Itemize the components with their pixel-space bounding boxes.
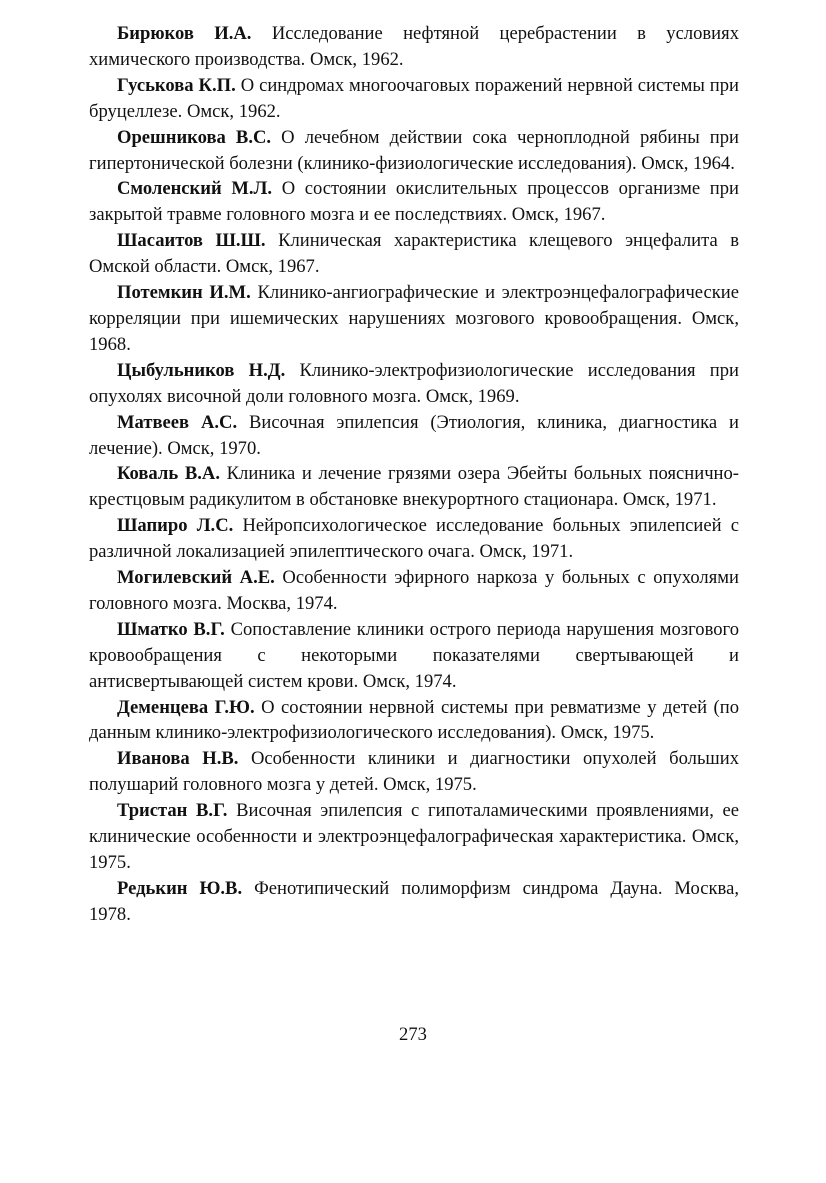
entry-author: Гуськова К.П. — [117, 74, 236, 96]
bibliography-entry — [89, 21, 739, 73]
entry-text: Нейропсихологическое исследование больных эпилепсией с различной локализацией эпилептического очага. Омск, 1971. — [89, 515, 739, 563]
entry-author: Орешникова В.С. — [117, 126, 272, 148]
bibliography-entry — [89, 695, 739, 747]
bibliography-entry — [89, 617, 739, 695]
entry-text: Клинико-ангиографические и электроэнцефалографические корреляции при ишемических нарушениях мозгового кровообращения. Омск, 1968. — [89, 282, 740, 355]
entry-text: О синдромах многоочаговых поражений нервной системы при бруцеллезе. Омск, 1962. — [89, 74, 739, 122]
entry-text: О состоянии окислительных процессов организме при закрытой травме головного мозга и ее последствиях. Омск, 1967. — [89, 178, 739, 226]
bibliography-entry — [89, 798, 739, 876]
entry-author: Потемкин И.М. — [117, 282, 251, 304]
bibliography-entry — [89, 228, 739, 280]
bibliography-entry — [89, 280, 739, 358]
entry-author: Шматко В.Г. — [117, 618, 225, 640]
bibliography-page — [89, 21, 739, 928]
bibliography-entry — [89, 876, 739, 928]
entry-text: Клиническая характеристика клещевого энцефалита в Омской области. Омск, 1967. — [89, 230, 739, 278]
entry-text: Особенности эфирного наркоза у больных с опухолями головного мозга. Москва, 1974. — [89, 567, 739, 614]
entry-text: О состоянии нервной системы при ревматизме у детей (по данным клинико-электрофизиологического исследования). Омск, 1975. — [89, 696, 739, 744]
entry-author: Бирюков И.А. — [117, 23, 252, 44]
entry-author: Коваль В.А. — [117, 463, 220, 485]
entry-author: Шапиро Л.С. — [117, 515, 234, 537]
entry-author: Редькин Ю.В. — [117, 877, 243, 899]
entry-author: Деменцева Г.Ю. — [117, 696, 255, 718]
entry-author: Матвеев А.С. — [117, 411, 238, 433]
entry-author: Иванова Н.В. — [117, 748, 239, 770]
entry-text: О лечебном действии сока черноплодной рябины при гипертонической болезни (клинико-физиологические исследования). Омск, 1964. — [89, 126, 739, 174]
entry-author: Могилевский А.Е. — [117, 567, 275, 589]
entry-text: Височная эпилепсия (Этиология, клиника, диагностика и лечение). Омск, 1970. — [89, 411, 739, 459]
entry-text: Клинико-электрофизиологические исследования при опухолях височной доли головного мозга. Омск, 1969. — [89, 359, 739, 407]
entry-author: Тристан В.Г. — [117, 800, 228, 822]
entry-text: Клиника и лечение грязями озера Эбейты больных пояснично-крестцовым радикулитом в обстановке внекурортного стационара. Омск, 1971. — [89, 463, 739, 511]
bibliography-entry — [89, 176, 739, 228]
entry-text: Фенотипический полиморфизм синдрома Дауна. Москва, 1978. — [89, 877, 739, 925]
entry-text: Височная эпилепсия с гипоталамическими проявлениями, ее клинические особенности и электроэнцефалографическая характеристика. Омск, 1975. — [89, 800, 739, 873]
bibliography-entry — [89, 513, 739, 565]
entry-author: Смоленский М.Л. — [117, 178, 273, 200]
entry-author: Цыбульников Н.Д. — [117, 359, 286, 381]
bibliography-entry — [89, 358, 739, 410]
bibliography-entry — [89, 125, 739, 177]
entry-text: Исследование нефтяной церебрастении в условиях химического производства. Омск, 1962. — [89, 23, 739, 70]
entry-author: Шасаитов Ш.Ш. — [117, 230, 266, 252]
bibliography-entry — [89, 73, 739, 125]
bibliography-entry — [89, 746, 739, 798]
entry-text: Особенности клиники и диагностики опухолей больших полушарий головного мозга у детей. Омск, 1975. — [89, 748, 739, 796]
entry-text: Сопоставление клиники острого периода нарушения мозгового кровообращения с некоторыми показателями свертывающей и антисвертывающей систем крови. Омск, 1974. — [89, 618, 740, 692]
page-number: 273 — [399, 1024, 427, 1045]
bibliography-entry — [89, 565, 739, 617]
bibliography-entry — [89, 461, 739, 513]
bibliography-entry — [89, 410, 739, 462]
